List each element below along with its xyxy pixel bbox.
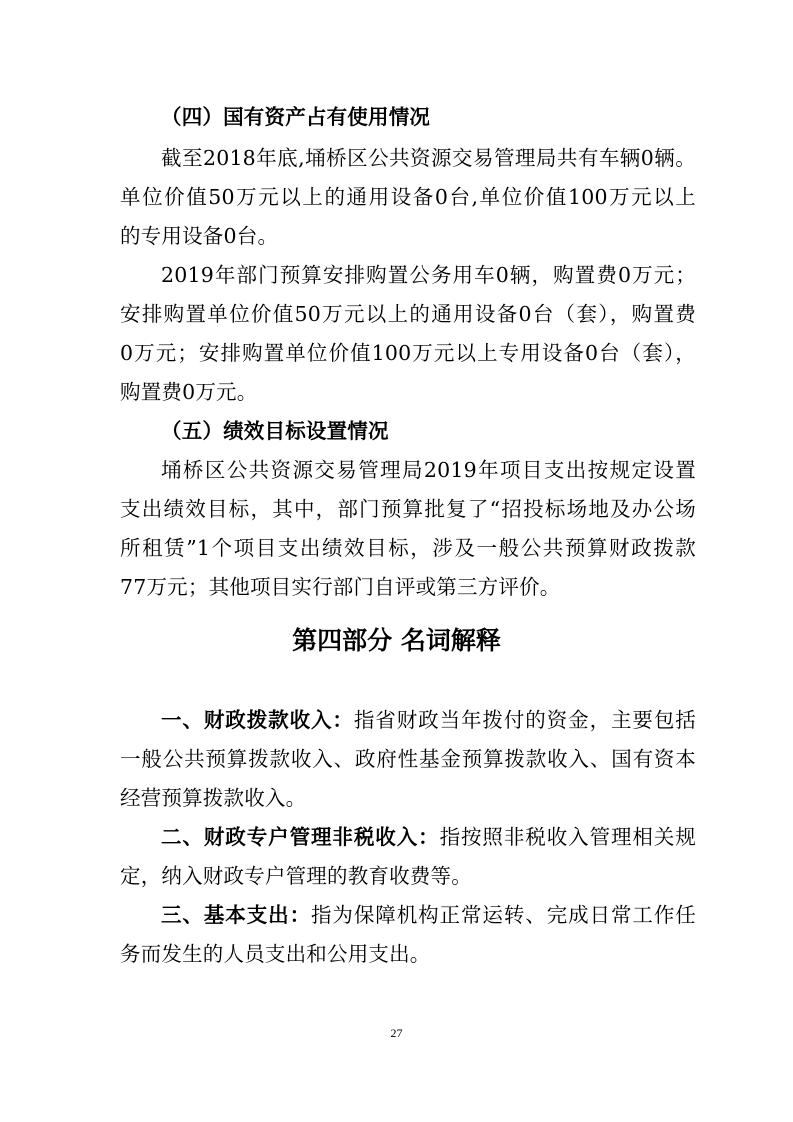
term-definition-line xyxy=(161,901,696,929)
term-definition-line xyxy=(161,706,696,734)
paragraph-line: 单位价值50万元以上的通用设备0台,单位价值100万元以上 xyxy=(120,185,696,209)
paragraph-line: 0万元；安排购置单位价值100万元以上专用设备0台（套）， xyxy=(120,341,696,365)
page-number: 27 xyxy=(390,1026,403,1040)
term-text: 指省财政当年拨付的资金，主要包括 xyxy=(353,708,696,732)
paragraph-line: 所租赁”1个项目支出绩效目标，涉及一般公共预算财政拨款 xyxy=(120,536,696,560)
paragraph-line: 77万元；其他项目实行部门自评或第三方评价。 xyxy=(120,575,561,599)
paragraph-line: 购置费0万元。 xyxy=(120,380,258,404)
paragraph-line: 务而发生的人员支出和公用支出。 xyxy=(120,942,431,966)
paragraph-line: 埇桥区公共资源交易管理局2019年项目支出按规定设置 xyxy=(161,458,696,482)
paragraph-line: 的专用设备0台。 xyxy=(120,224,279,248)
term-text: 指按照非税收入管理相关规 xyxy=(439,825,696,849)
term-definition-line xyxy=(161,823,696,851)
section-heading-asset-usage: （四）国有资产占有使用情况 xyxy=(161,105,431,129)
term-text: 指为保障机构正常运转、完成日常工作任 xyxy=(311,903,696,927)
paragraph-line: 安排购置单位价值50万元以上的通用设备0台（套），购置费 xyxy=(120,302,696,326)
paragraph-line: 定，纳入财政专户管理的教育收费等。 xyxy=(120,864,472,888)
paragraph-line: 经营预算拨款收入。 xyxy=(120,786,307,810)
paragraph-line: 2019年部门预算安排购置公务用车0辆，购置费0万元； xyxy=(161,263,696,287)
paragraph-line: 支出绩效目标，其中，部门预算批复了“招投标场地及办公场 xyxy=(120,497,696,521)
term-label: 一、财政拨款收入： xyxy=(161,708,354,732)
paragraph-line: 一般公共预算拨款收入、政府性基金预算拨款收入、国有资本 xyxy=(120,747,696,771)
paragraph-line: 截至2018年底,埇桥区公共资源交易管理局共有车辆0辆。 xyxy=(161,146,696,170)
term-label: 三、基本支出： xyxy=(161,903,311,927)
section-heading-performance-goals: （五）绩效目标设置情况 xyxy=(161,419,389,443)
part-title: 第四部分 名词解释 xyxy=(292,626,501,655)
term-label: 二、财政专户管理非税收入： xyxy=(161,825,440,849)
